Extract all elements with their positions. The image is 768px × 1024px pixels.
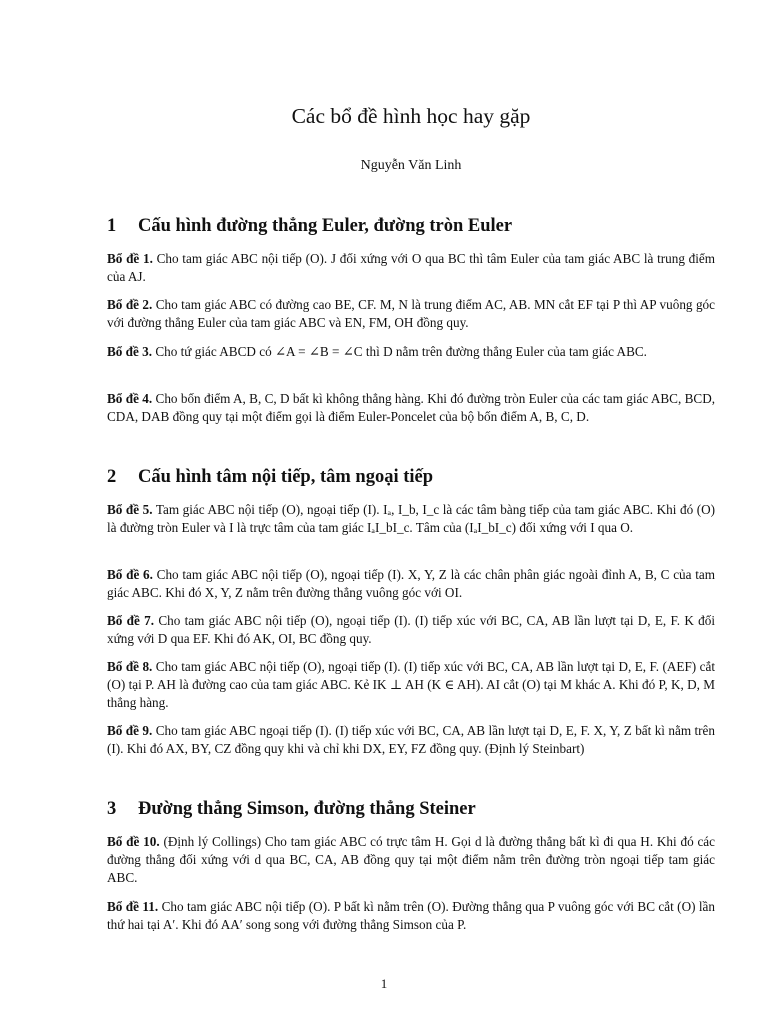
section-heading-3 (107, 798, 715, 820)
lemma-label: Bổ đề 3. (107, 344, 153, 359)
lemma-11 (107, 898, 715, 934)
lemma-3 (107, 343, 715, 361)
lemma-label: Bổ đề 1. (107, 251, 153, 266)
page-number: 1 (380, 976, 388, 991)
section-number: 3 (107, 799, 117, 819)
lemma-text: Cho bốn điểm A, B, C, D bất kì không thẳng hàng. Khi đó đường tròn Euler của các tam giác ABC, BCD, CDA, DAB đồng quy tại một điểm gọi là điểm Euler-Poncelet của bộ bốn điểm A, B, C, D. (107, 391, 716, 425)
lemma-5 (107, 501, 715, 537)
lemma-text: Cho tam giác ABC nội tiếp (O), ngoại tiếp (I). (I) tiếp xúc với BC, CA, AB lần lượt tại D, E, F. K đối xứng với D qua EF. Khi đó AK, OI, BC đồng quy. (107, 613, 716, 647)
lemma-4 (107, 390, 715, 426)
document-author: Nguyễn Văn Linh (360, 158, 462, 173)
lemma-label: Bổ đề 4. (107, 391, 153, 406)
section-title: Cấu hình tâm nội tiếp, tâm ngoại tiếp (138, 467, 434, 487)
lemma-7 (107, 612, 715, 648)
lemma-2 (107, 296, 715, 332)
lemma-label: Bổ đề 10. (107, 834, 160, 849)
lemma-8 (107, 658, 715, 713)
section-heading-1 (107, 215, 715, 237)
lemma-text: (Định lý Collings) Cho tam giác ABC có trực tâm H. Gọi d là đường thẳng bất kì đi qua H. Khi đó các đường thẳng đối xứng với d qua BC, CA, AB đồng quy tại một điểm nằm trên đường tròn ngoại tiếp tam giác ABC. (107, 834, 716, 886)
document-title: Các bổ đề hình học hay gặp (291, 104, 531, 128)
lemma-label: Bổ đề 2. (107, 297, 153, 312)
section-number: 2 (107, 467, 117, 487)
lemma-10 (107, 833, 715, 888)
lemma-label: Bổ đề 8. (107, 659, 153, 674)
lemma-text: Tam giác ABC nội tiếp (O), ngoại tiếp (I). Iₐ, I_b, I_c là các tâm bàng tiếp của tam giác ABC. Khi đó (O) là đường tròn Euler và I là trực tâm của tam giác IₐI_bI_c. Tâm của (IₐI_bI_c) đối xứng với I qua O. (107, 502, 716, 536)
lemma-text: Cho tứ giác ABCD có ∠A = ∠B = ∠C thì D nằm trên đường thẳng Euler của tam giác ABC. (155, 344, 647, 359)
lemma-text: Cho tam giác ABC nội tiếp (O). J đối xứng với O qua BC thì tâm Euler của tam giác ABC là trung điểm của AJ. (107, 251, 716, 285)
lemma-9 (107, 722, 715, 758)
lemma-label: Bổ đề 5. (107, 502, 153, 517)
lemma-1 (107, 250, 715, 286)
lemma-6 (107, 566, 715, 602)
lemma-text: Cho tam giác ABC nội tiếp (O), ngoại tiếp (I). X, Y, Z là các chân phân giác ngoài đỉnh A, B, C của tam giác ABC. Khi đó X, Y, Z nằm trên đường thẳng vuông góc với OI. (107, 567, 715, 601)
lemma-label: Bổ đề 7. (107, 613, 155, 628)
lemma-text: Cho tam giác ABC nội tiếp (O), ngoại tiếp (I). (I) tiếp xúc với BC, CA, AB lần lượt tại D, E, F. (AEF) cắt (O) tại P. AH là đường cao của tam giác ABC. Kẻ IK ⊥ AH (K ∈ AH). AI cắt (O) tại M khác A. Khi đó P, K, D, M thẳng hàng. (107, 659, 715, 711)
lemma-text: Cho tam giác ABC nội tiếp (O). P bất kì nằm trên (O). Đường thẳng qua P vuông góc với BC cắt (O) lần thứ hai tại A′. Khi đó AA′ song song với đường thẳng Simson của P. (107, 899, 716, 933)
lemma-text: Cho tam giác ABC ngoại tiếp (I). (I) tiếp xúc với BC, CA, AB lần lượt tại D, E, F. X, Y, Z bất kì nằm trên (I). Khi đó AX, BY, CZ đồng quy khi và chỉ khi DX, EY, FZ đồng quy. (Định lý Steinbart) (107, 723, 716, 757)
section-number: 1 (107, 216, 117, 236)
lemma-label: Bổ đề 9. (107, 723, 153, 738)
section-heading-2 (107, 466, 715, 488)
section-title: Đường thẳng Simson, đường thẳng Steiner (138, 799, 476, 819)
lemma-label: Bổ đề 11. (107, 899, 159, 914)
lemma-text: Cho tam giác ABC có đường cao BE, CF. M, N là trung điểm AC, AB. MN cắt EF tại P thì AP vuông góc với đường thẳng Euler của tam giác ABC và EN, FM, OH đồng quy. (107, 297, 715, 331)
lemma-label: Bổ đề 6. (107, 567, 153, 582)
section-title: Cấu hình đường thẳng Euler, đường tròn Euler (138, 216, 513, 236)
